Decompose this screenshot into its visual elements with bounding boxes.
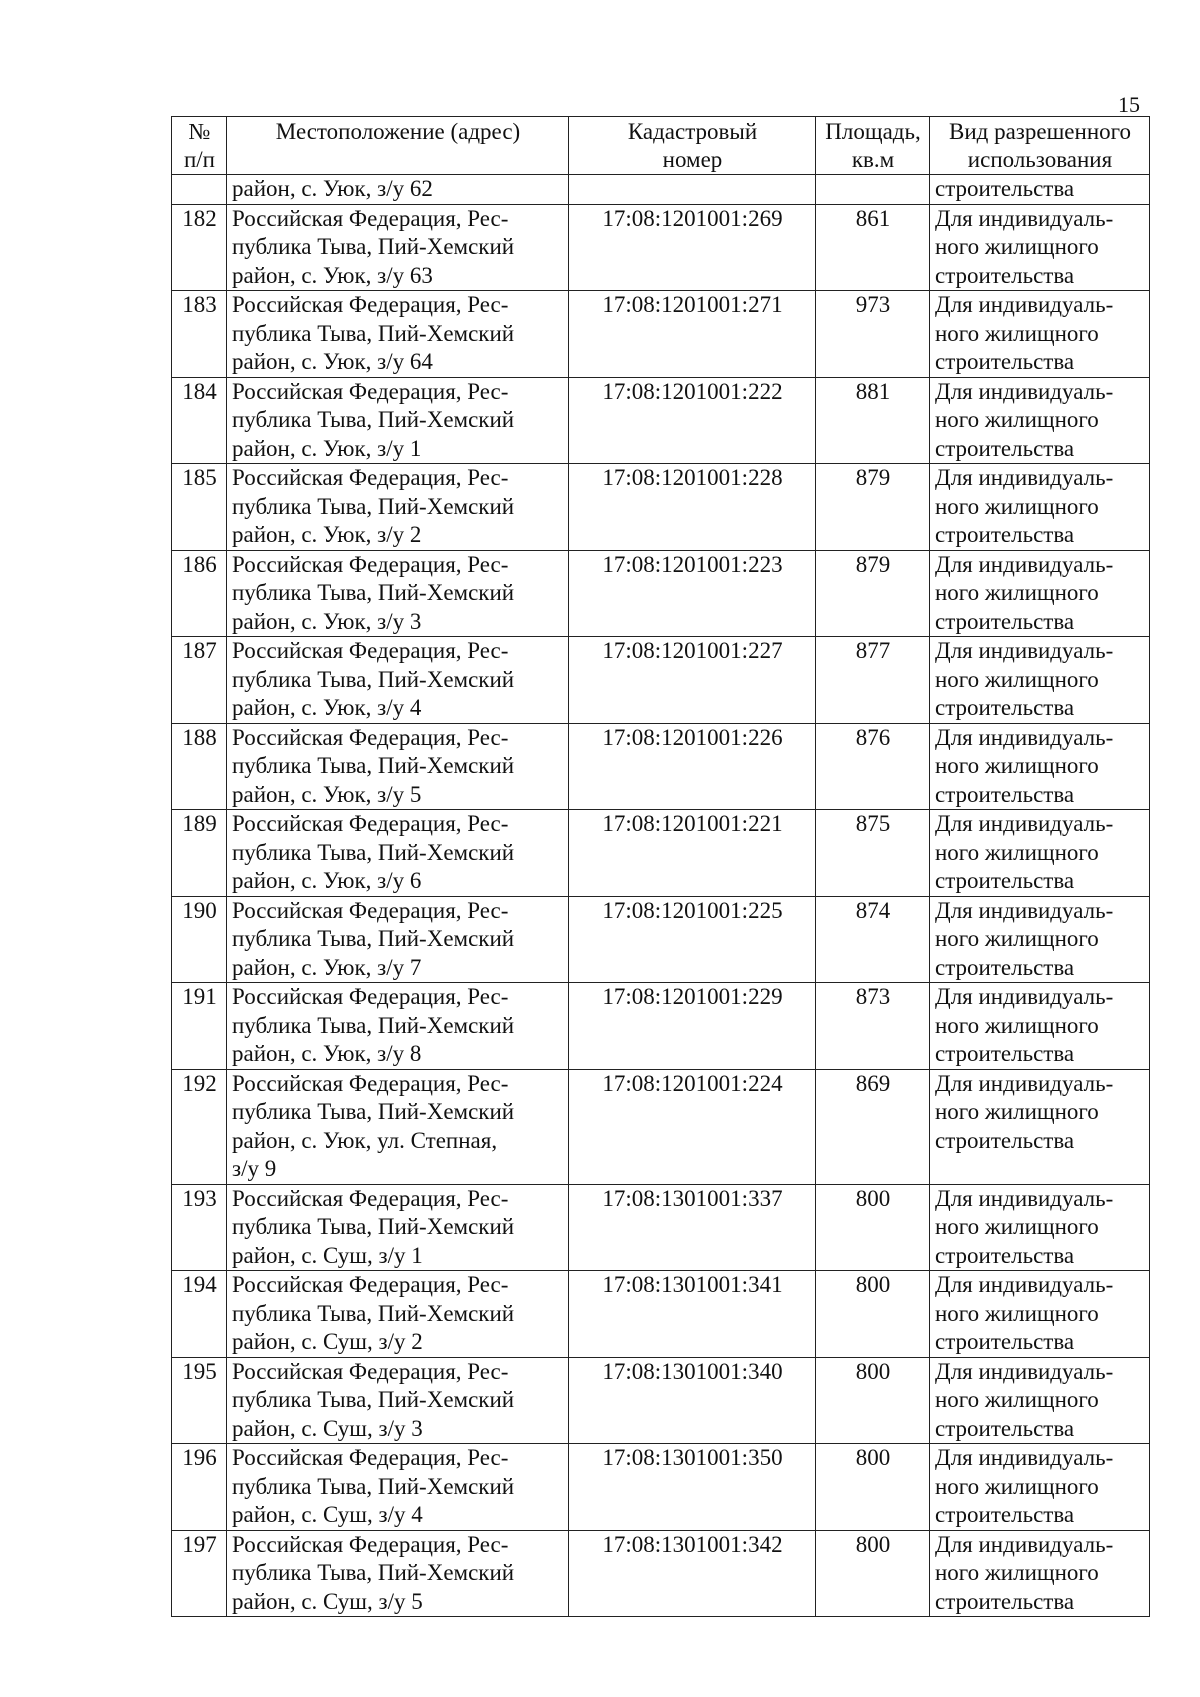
row-number: 185	[172, 464, 227, 551]
address-line: район, с. Уюк, з/у 62	[232, 176, 433, 201]
row-cadastral-number: 17:08:1301001:337	[569, 1184, 816, 1271]
use-line: строительства	[935, 868, 1075, 893]
header-line: Кадастровый	[627, 119, 758, 144]
table-row	[172, 1530, 1150, 1617]
row-permitted-use	[930, 1069, 1150, 1184]
use-line: строительства	[935, 954, 1075, 980]
row-cadastral-number: 17:08:1201001:269	[569, 204, 816, 291]
row-cadastral-number: 17:08:1201001:229	[569, 983, 816, 1070]
row-permitted-use	[930, 204, 1150, 291]
row-area: 875	[816, 810, 930, 897]
table-row	[172, 1271, 1150, 1358]
table-row	[172, 291, 1150, 378]
row-number	[172, 175, 227, 205]
header-number	[172, 117, 227, 175]
use-line: строительства	[935, 176, 1075, 201]
use-line: строительства	[935, 608, 1075, 634]
row-number: 193	[172, 1184, 227, 1271]
use-line: ного жилищного	[935, 580, 1099, 605]
row-number: 187	[172, 637, 227, 724]
row-cadastral-number: 17:08:1301001:341	[569, 1271, 816, 1358]
row-area: 879	[816, 550, 930, 637]
row-permitted-use	[930, 175, 1150, 205]
use-line: ного жилищного	[935, 666, 1099, 692]
row-cadastral-number: 17:08:1201001:221	[569, 810, 816, 897]
row-cadastral-number: 17:08:1201001:224	[569, 1069, 816, 1184]
address-line: публика Тыва, Пий-Хемский	[232, 1099, 515, 1124]
row-area: 873	[816, 983, 930, 1070]
table-row	[172, 1357, 1150, 1444]
use-line: строительства	[935, 435, 1075, 461]
address-line: публика Тыва, Пий-Хемский	[232, 839, 515, 865]
header-permitted-use	[930, 117, 1150, 175]
row-address	[227, 291, 569, 378]
header-area	[816, 117, 930, 175]
address-line: Российская Федерация, Рес-	[232, 1358, 509, 1384]
address-line: публика Тыва, Пий-Хемский	[232, 1300, 515, 1326]
table-header	[172, 117, 1150, 175]
row-number: 197	[172, 1530, 227, 1617]
row-permitted-use	[930, 550, 1150, 637]
row-area: 861	[816, 204, 930, 291]
use-line: Для индивидуаль-	[935, 724, 1114, 750]
address-line: Российская Федерация, Рес-	[232, 292, 509, 317]
row-address	[227, 550, 569, 637]
row-cadastral-number: 17:08:1201001:228	[569, 464, 816, 551]
table-row	[172, 1444, 1150, 1531]
row-area: 800	[816, 1530, 930, 1617]
table-row	[172, 810, 1150, 897]
row-permitted-use	[930, 637, 1150, 724]
table-body	[172, 175, 1150, 1617]
header-line: п/п	[183, 147, 215, 172]
address-line: Российская Федерация, Рес-	[232, 984, 509, 1009]
row-cadastral-number: 17:08:1301001:350	[569, 1444, 816, 1531]
use-line: Для индивидуаль-	[935, 1185, 1114, 1211]
table-row	[172, 204, 1150, 291]
header-line: кв.м	[851, 147, 895, 172]
address-line: публика Тыва, Пий-Хемский	[232, 580, 515, 605]
use-line: ного жилищного	[935, 493, 1099, 519]
address-line: публика Тыва, Пий-Хемский	[232, 407, 515, 432]
row-area: 881	[816, 377, 930, 464]
address-line: публика Тыва, Пий-Хемский	[232, 1387, 515, 1412]
use-line: строительства	[935, 349, 1075, 374]
address-line: Российская Федерация, Рес-	[232, 551, 509, 577]
use-line: Для индивидуаль-	[935, 205, 1114, 231]
address-line: публика Тыва, Пий-Хемский	[232, 926, 515, 951]
row-permitted-use	[930, 377, 1150, 464]
row-area: 973	[816, 291, 930, 378]
use-line: ного жилищного	[935, 926, 1099, 951]
use-line: ного жилищного	[935, 839, 1099, 865]
use-line: Для индивидуаль-	[935, 292, 1114, 317]
row-number: 184	[172, 377, 227, 464]
header-row	[172, 117, 1150, 175]
address-line: район, с. Уюк, з/у 8	[232, 1041, 422, 1066]
row-address	[227, 1357, 569, 1444]
row-address	[227, 175, 569, 205]
address-line: Российская Федерация, Рес-	[232, 1445, 509, 1470]
use-line: ного жилищного	[935, 1214, 1099, 1239]
use-line: Для индивидуаль-	[935, 638, 1114, 663]
row-area: 869	[816, 1069, 930, 1184]
address-line: Российская Федерация, Рес-	[232, 897, 509, 923]
row-permitted-use	[930, 1271, 1150, 1358]
row-cadastral-number	[569, 175, 816, 205]
use-line: строительства	[935, 695, 1075, 720]
row-permitted-use	[930, 464, 1150, 551]
row-permitted-use	[930, 1184, 1150, 1271]
row-cadastral-number: 17:08:1201001:227	[569, 637, 816, 724]
use-line: ного жилищного	[935, 234, 1099, 259]
table-row	[172, 175, 1150, 205]
row-address	[227, 1069, 569, 1184]
row-address	[227, 1530, 569, 1617]
table-row	[172, 550, 1150, 637]
table-row	[172, 1069, 1150, 1184]
address-line: район, с. Уюк, з/у 5	[232, 781, 422, 807]
row-address	[227, 204, 569, 291]
row-area: 879	[816, 464, 930, 551]
row-number: 196	[172, 1444, 227, 1531]
row-area: 800	[816, 1444, 930, 1531]
use-line: Для индивидуаль-	[935, 465, 1114, 490]
row-cadastral-number: 17:08:1201001:223	[569, 550, 816, 637]
header-line: Вид разрешенного	[948, 119, 1131, 144]
row-area	[816, 175, 930, 205]
header-line: №	[188, 119, 211, 144]
row-address	[227, 810, 569, 897]
row-address	[227, 377, 569, 464]
address-line: район, с. Уюк, ул. Степная,	[232, 1127, 498, 1153]
row-number: 189	[172, 810, 227, 897]
row-number: 194	[172, 1271, 227, 1358]
row-area: 876	[816, 723, 930, 810]
row-area: 800	[816, 1184, 930, 1271]
header-line: Местоположение (адрес)	[275, 119, 521, 144]
use-line: строительства	[935, 1127, 1075, 1153]
use-line: строительства	[935, 781, 1075, 807]
use-line: Для индивидуаль-	[935, 1531, 1114, 1557]
use-line: Для индивидуаль-	[935, 1358, 1114, 1384]
row-cadastral-number: 17:08:1201001:222	[569, 377, 816, 464]
row-address	[227, 1444, 569, 1531]
header-line: использования	[967, 147, 1113, 172]
row-address	[227, 464, 569, 551]
header-location	[227, 117, 569, 175]
address-line: Российская Федерация, Рес-	[232, 1070, 509, 1096]
use-line: ного жилищного	[935, 753, 1099, 778]
page-number: 15	[1118, 92, 1140, 117]
row-permitted-use	[930, 1530, 1150, 1617]
row-permitted-use	[930, 896, 1150, 983]
use-line: Для индивидуаль-	[935, 897, 1114, 923]
address-line: Российская Федерация, Рес-	[232, 1531, 509, 1557]
address-line: публика Тыва, Пий-Хемский	[232, 1214, 515, 1239]
row-address	[227, 1271, 569, 1358]
header-line: номер	[662, 147, 723, 172]
address-line: район, с. Уюк, з/у 64	[232, 349, 433, 374]
address-line: район, с. Уюк, з/у 6	[232, 868, 422, 893]
use-line: строительства	[935, 1415, 1075, 1441]
address-line: Российская Федерация, Рес-	[232, 811, 509, 836]
row-area: 800	[816, 1271, 930, 1358]
row-area: 800	[816, 1357, 930, 1444]
address-line: публика Тыва, Пий-Хемский	[232, 234, 515, 259]
use-line: строительства	[935, 1502, 1075, 1527]
land-plots-table	[171, 116, 1150, 1617]
use-line: строительства	[935, 1588, 1075, 1614]
row-address	[227, 637, 569, 724]
row-permitted-use	[930, 983, 1150, 1070]
address-line: Российская Федерация, Рес-	[232, 1272, 509, 1297]
address-line: Российская Федерация, Рес-	[232, 724, 509, 750]
address-line: район, с. Уюк, з/у 3	[232, 608, 422, 634]
address-line: з/у 9	[232, 1156, 277, 1181]
address-line: публика Тыва, Пий-Хемский	[232, 1012, 515, 1038]
address-line: Российская Федерация, Рес-	[232, 1185, 509, 1211]
address-line: район, с. Уюк, з/у 63	[232, 262, 433, 288]
row-cadastral-number: 17:08:1201001:226	[569, 723, 816, 810]
row-number: 182	[172, 204, 227, 291]
row-number: 186	[172, 550, 227, 637]
use-line: строительства	[935, 1242, 1075, 1268]
address-line: публика Тыва, Пий-Хемский	[232, 1560, 515, 1585]
address-line: Российская Федерация, Рес-	[232, 638, 509, 663]
header-cadastral	[569, 117, 816, 175]
address-line: район, с. Суш, з/у 1	[232, 1242, 423, 1268]
address-line: район, с. Суш, з/у 4	[232, 1502, 423, 1527]
row-number: 183	[172, 291, 227, 378]
use-line: Для индивидуаль-	[935, 378, 1114, 404]
use-line: ного жилищного	[935, 1473, 1099, 1499]
use-line: Для индивидуаль-	[935, 1070, 1114, 1096]
row-address	[227, 723, 569, 810]
row-cadastral-number: 17:08:1301001:340	[569, 1357, 816, 1444]
table-row	[172, 1184, 1150, 1271]
row-number: 192	[172, 1069, 227, 1184]
row-number: 195	[172, 1357, 227, 1444]
address-line: публика Тыва, Пий-Хемский	[232, 753, 515, 778]
use-line: строительства	[935, 1041, 1075, 1066]
address-line: район, с. Суш, з/у 3	[232, 1415, 423, 1441]
address-line: район, с. Суш, з/у 2	[232, 1329, 423, 1354]
address-line: район, с. Уюк, з/у 7	[232, 954, 422, 980]
use-line: строительства	[935, 1329, 1075, 1354]
table-row	[172, 983, 1150, 1070]
address-line: район, с. Уюк, з/у 1	[232, 435, 422, 461]
row-cadastral-number: 17:08:1301001:342	[569, 1530, 816, 1617]
address-line: публика Тыва, Пий-Хемский	[232, 493, 515, 519]
row-number: 190	[172, 896, 227, 983]
row-address	[227, 896, 569, 983]
use-line: Для индивидуаль-	[935, 1272, 1114, 1297]
address-line: Российская Федерация, Рес-	[232, 465, 509, 490]
use-line: ного жилищного	[935, 407, 1099, 432]
row-address	[227, 1184, 569, 1271]
use-line: Для индивидуаль-	[935, 1445, 1114, 1470]
row-number: 191	[172, 983, 227, 1070]
address-line: публика Тыва, Пий-Хемский	[232, 666, 515, 692]
row-area: 874	[816, 896, 930, 983]
row-address	[227, 983, 569, 1070]
address-line: район, с. Уюк, з/у 2	[232, 522, 422, 547]
row-number: 188	[172, 723, 227, 810]
row-permitted-use	[930, 1444, 1150, 1531]
table-row	[172, 723, 1150, 810]
address-line: публика Тыва, Пий-Хемский	[232, 1473, 515, 1499]
use-line: строительства	[935, 262, 1075, 288]
table-row	[172, 637, 1150, 724]
address-line: публика Тыва, Пий-Хемский	[232, 320, 515, 346]
use-line: ного жилищного	[935, 320, 1099, 346]
address-line: район, с. Суш, з/у 5	[232, 1588, 423, 1614]
use-line: ного жилищного	[935, 1387, 1099, 1412]
use-line: ного жилищного	[935, 1560, 1099, 1585]
address-line: Российская Федерация, Рес-	[232, 205, 509, 231]
row-area: 877	[816, 637, 930, 724]
use-line: ного жилищного	[935, 1099, 1099, 1124]
use-line: Для индивидуаль-	[935, 984, 1114, 1009]
row-cadastral-number: 17:08:1201001:271	[569, 291, 816, 378]
row-cadastral-number: 17:08:1201001:225	[569, 896, 816, 983]
use-line: Для индивидуаль-	[935, 551, 1114, 577]
use-line: строительства	[935, 522, 1075, 547]
row-permitted-use	[930, 1357, 1150, 1444]
table-row	[172, 896, 1150, 983]
use-line: ного жилищного	[935, 1300, 1099, 1326]
use-line: Для индивидуаль-	[935, 811, 1114, 836]
header-line: Площадь,	[825, 119, 921, 144]
use-line: ного жилищного	[935, 1012, 1099, 1038]
row-permitted-use	[930, 810, 1150, 897]
row-permitted-use	[930, 723, 1150, 810]
row-permitted-use	[930, 291, 1150, 378]
table-row	[172, 464, 1150, 551]
address-line: район, с. Уюк, з/у 4	[232, 695, 422, 720]
table-row	[172, 377, 1150, 464]
address-line: Российская Федерация, Рес-	[232, 378, 509, 404]
